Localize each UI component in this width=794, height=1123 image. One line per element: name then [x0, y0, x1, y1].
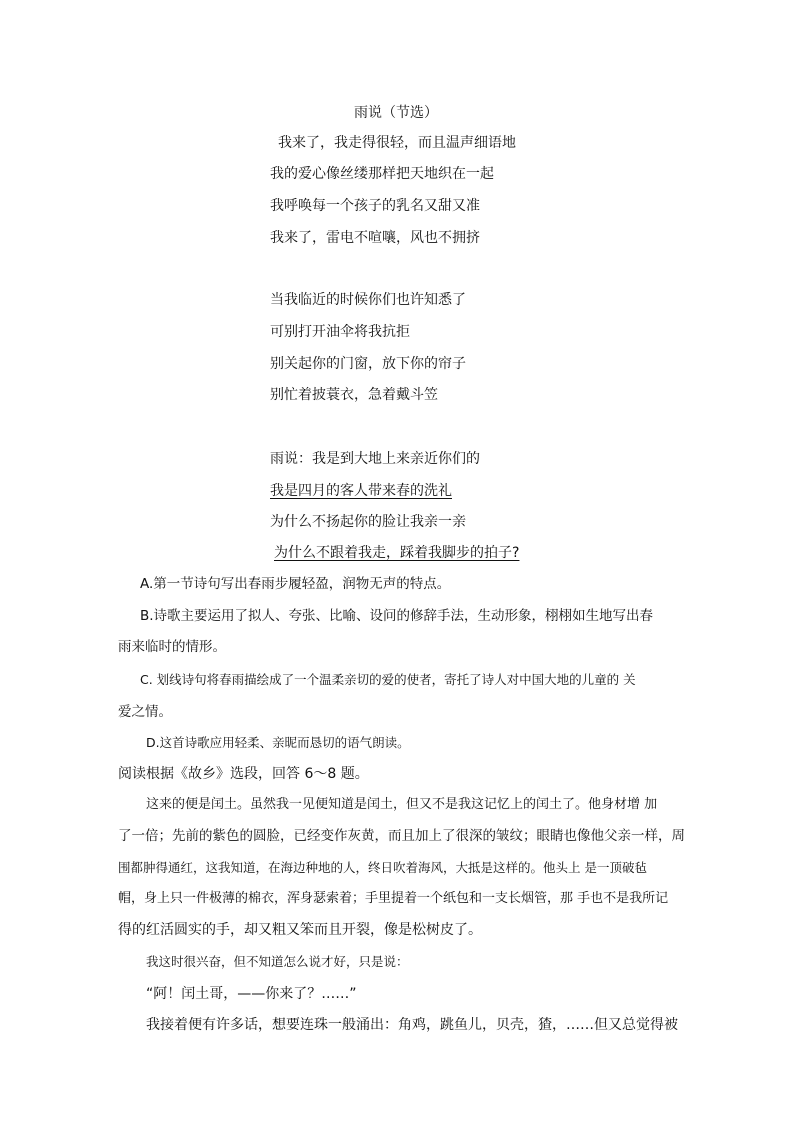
reading-paragraph-line: 了一倍；先前的紫色的圆脸，已经变作灰黄，而且加上了很深的皱纹；眼睛也像他父亲一样，周 [118, 828, 685, 844]
poem-line: 我的爱心像丝缕那样把天地织在一起 [270, 166, 494, 182]
reading-paragraph-line: 围都肿得通红，这我知道，在海边种地的人，终日吹着海风，大抵是这样的。他头上 是一顶破毡 [118, 860, 647, 875]
poem-line: 我来了，雷电不喧嚷，风也不拥挤 [270, 230, 480, 246]
underlined-poem-line: 我是四月的客人带来春的洗礼 [270, 483, 452, 499]
poem-line: 我来了，我走得很轻，而且温声细语地 [278, 135, 516, 151]
poem-line: 雨说：我是到大地上来亲近你们的 [270, 451, 480, 467]
option-a: A.第一节诗句写出春雨步履轻盈，润物无声的特点。 [140, 576, 451, 592]
reading-dialogue: “阿！闰土哥，——你来了？……” [146, 986, 357, 1002]
poem-line: 可别打开油伞将我抗拒 [270, 324, 410, 340]
option-d: D.这首诗歌应用轻柔、亲昵而恳切的语气朗读。 [146, 735, 410, 750]
option-b: B.诗歌主要运用了拟人、夸张、比喻、设问的修辞手法，生动形象，栩栩如生地写出春 [140, 608, 654, 624]
reading-paragraph-line: 这来的便是闰土。虽然我一见便知道是闰土，但又不是我这记忆上的闰土了。他身材增 加 [146, 797, 658, 812]
option-c: C. 划线诗句将春雨描绘成了一个温柔亲切的爱的使者，寄托了诗人对中国大地的儿童的 关 [140, 672, 636, 687]
reading-paragraph-line: 帽，身上只一件极薄的棉衣，浑身瑟索着；手里提着一个纸包和一支长烟管，那 手也不是我所记 [118, 891, 669, 906]
poem-line: 别关起你的门窗，放下你的帘子 [270, 356, 466, 372]
poem-line: 为什么不扬起你的脸让我亲一亲 [270, 514, 466, 530]
poem-line: 当我临近的时候你们也许知悉了 [270, 292, 466, 308]
reading-intro: 阅读根据《故乡》选段，回答 6～8 题。 [118, 766, 369, 782]
option-b-continued: 雨来临时的情形。 [118, 639, 226, 655]
reading-paragraph-line: 得的红活圆实的手，却又粗又笨而且开裂，像是松树皮了。 [118, 922, 482, 938]
poem-line: 别忙着披蓑衣，急着戴斗笠 [270, 387, 438, 403]
poem-line: 我呼唤每一个孩子的乳名又甜又准 [270, 198, 480, 214]
reading-paragraph: 我这时很兴奋，但不知道怎么说才好，只是说： [146, 954, 409, 969]
option-c-continued: 爱之情。 [118, 704, 172, 720]
reading-paragraph: 我接着便有许多话，想要连珠一般涌出：角鸡，跳鱼儿，贝壳，猹，……但又总觉得被 [146, 1017, 678, 1033]
poem-title: 雨说（节选） [354, 105, 438, 121]
underlined-poem-line: 为什么不跟着我走，踩着我脚步的拍子? [274, 545, 520, 561]
